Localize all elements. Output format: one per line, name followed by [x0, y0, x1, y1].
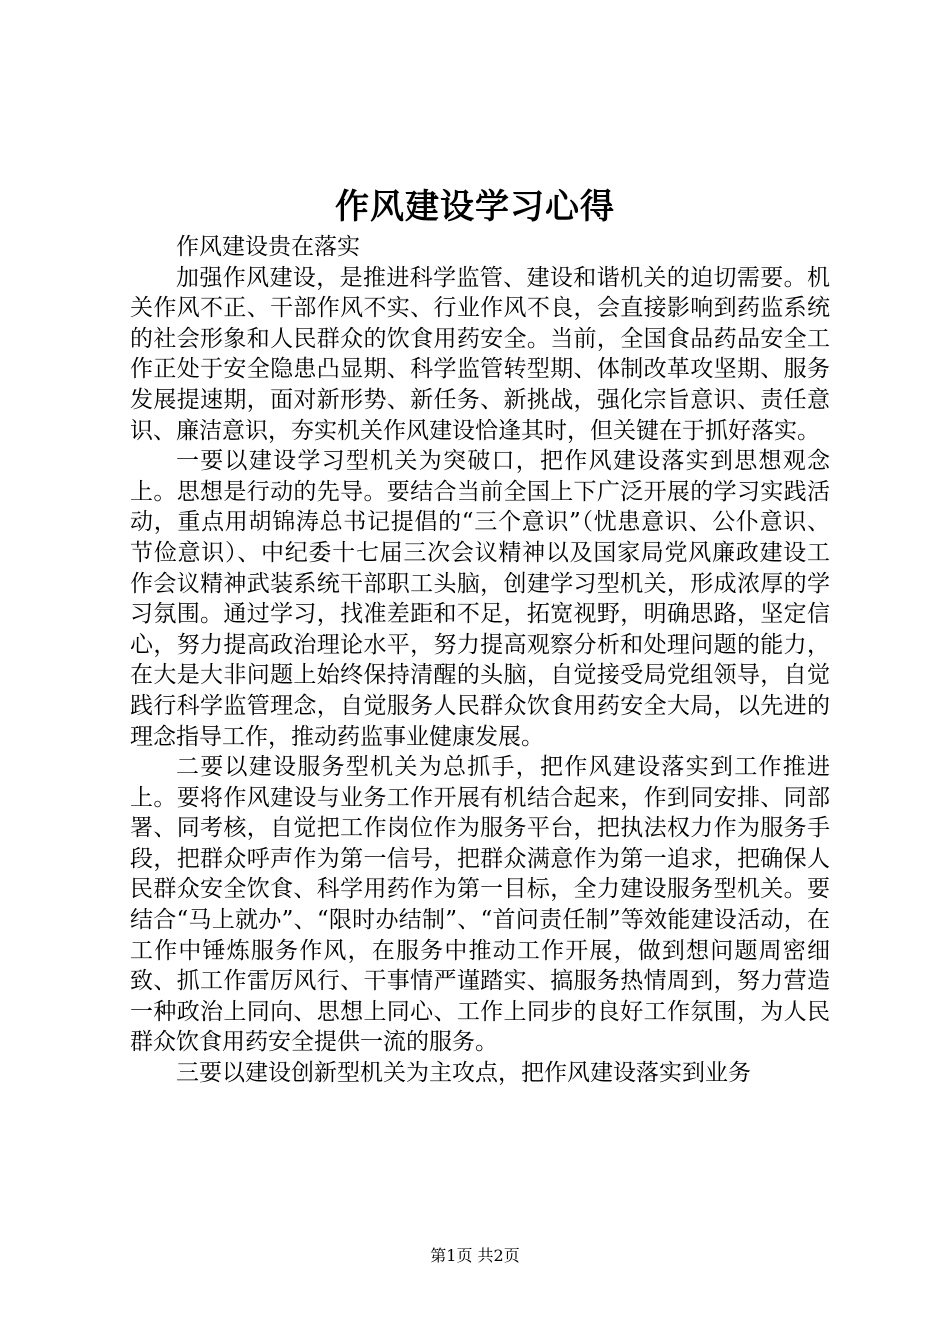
- page-number-footer: 第1页 共2页: [430, 1246, 520, 1265]
- document-title: 作风建设学习心得: [335, 187, 615, 227]
- paragraph-point-two: 二要以建设服务型机关为总抓手，把作风建设落实到工作推进上。要将作风建设与业务工作开展有机结合起来，作到同安排、同部署、同考核，自觉把工作岗位作为服务平台，把执法权力作为服务手段，把群众呼声作为第一信号，把群众满意作为第一追求，把确保人民群众安全饮食、科学用药作为第一目标，全力建设服务型机关。要结合“马上就办”、“限时办结制”、“首问责任制”等效能建设活动，在工作中锤炼服务作风，在服务中推动工作开展，做到想问题周密细致、抓工作雷厉风行、干事情严谨踏实、搞服务热情周到，努力营造一种政治上同向、思想上同心、工作上同步的良好工作氛围，为人民群众饮食用药安全提供一流的服务。: [130, 754, 830, 1056]
- document-body: [130, 232, 830, 1089]
- paragraph-subtitle: 作风建设贵在落实: [176, 234, 360, 260]
- paragraph-intro: 加强作风建设，是推进科学监管、建设和谐机关的迫切需要。机关作风不正、干部作风不实、行业作风不良，会直接影响到药监系统的社会形象和人民群众的饮食用药安全。当前，全国食品药品安全工作正处于安全隐患凸显期、科学监管转型期、体制改革攻坚期、服务发展提速期，面对新形势、新任务、新挑战，强化宗旨意识、责任意识、廉洁意识，夯实机关作风建设恰逢其时，但关键在于抓好落实。: [130, 264, 830, 444]
- paragraph-point-three: 三要以建设创新型机关为主攻点，把作风建设落实到业务: [176, 1060, 751, 1087]
- paragraph-point-one: 一要以建设学习型机关为突破口，把作风建设落实到思想观念上。思想是行动的先导。要结合当前全国上下广泛开展的学习实践活动，重点用胡锦涛总书记提倡的“三个意识”（忧患意识、公仆意识、节俭意识）、中纪委十七届三次会议精神以及国家局党风廉政建设工作会议精神武装系统干部职工头脑，创建学习型机关，形成浓厚的学习氛围。通过学习，找准差距和不足，拓宽视野，明确思路，坚定信心，努力提高政治理论水平，努力提高观察分析和处理问题的能力，在大是大非问题上始终保持清醒的头脑，自觉接受局党组领导，自觉践行科学监管理念，自觉服务人民群众饮食用药安全大局，以先进的理念指导工作，推动药监事业健康发展。: [130, 448, 830, 750]
